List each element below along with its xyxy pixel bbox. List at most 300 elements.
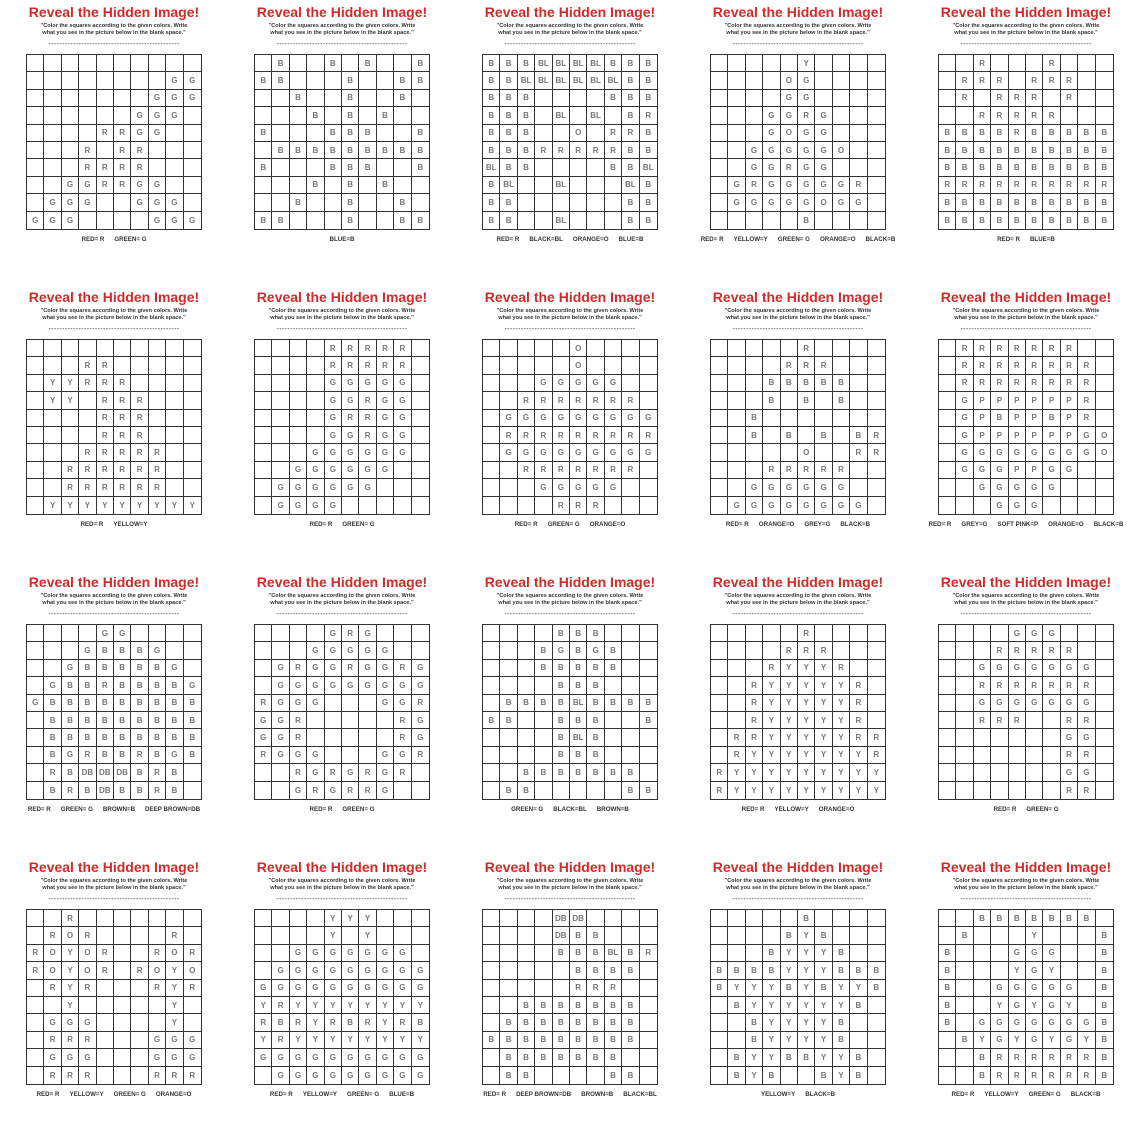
grid-cell: Y [815,997,832,1014]
legend-item: YELLOW=Y [302,1090,337,1098]
grid-cell [342,729,359,746]
grid-cell: G [1026,962,1043,979]
grid-cell [27,392,44,409]
grid-cell [483,677,500,694]
grid-cell: R [149,764,166,781]
grid-cell: R [974,177,991,194]
grid-cell [44,177,61,194]
grid-cell: B [483,72,500,89]
legend-item: BROWN=B [581,1090,614,1098]
grid-cell: R [1026,357,1043,374]
grid-cell [290,159,307,176]
grid-cell [587,357,604,374]
grid-cell [184,444,201,461]
grid-cell [711,997,728,1014]
grid-cell [255,927,272,944]
grid-cell: G [131,107,148,124]
grid-cell: G [815,107,832,124]
grid-cell [570,159,587,176]
grid-cell [535,159,552,176]
grid-cell: Y [815,695,832,712]
worksheet-title: Reveal the Hidden Image! [940,574,1112,590]
grid-cell [1043,927,1060,944]
grid-cell [763,910,780,927]
grid-cell: B [131,764,148,781]
color-legend [497,236,644,243]
grid-cell [44,625,61,642]
grid-cell [711,107,728,124]
grid-cell [868,375,885,392]
grid-cell [500,660,517,677]
grid-cell [622,980,639,997]
grid-cell: G [394,695,411,712]
grid-cell: O [44,962,61,979]
grid-cell: Y [833,997,850,1014]
grid-cell [974,962,991,979]
grid-cell [394,497,411,514]
grid-cell: B [131,712,148,729]
grid-cell [1043,764,1060,781]
grid-cell [833,427,850,444]
grid-cell: Y [166,1014,183,1031]
grid-cell [359,177,376,194]
grid-cell [290,427,307,444]
grid-cell: Y [833,747,850,764]
grid-cell [1096,497,1113,514]
grid-cell [500,357,517,374]
grid-cell: Y [798,1014,815,1031]
grid-cell [255,427,272,444]
grid-cell [781,410,798,427]
grid-cell [114,55,131,72]
grid-cell [272,90,289,107]
grid-cell: R [27,945,44,962]
grid-cell [483,497,500,514]
grid-cell [483,1014,500,1031]
grid-cell: BL [535,72,552,89]
grid-cell: Y [763,764,780,781]
grid-cell: R [1043,72,1060,89]
grid-cell [27,747,44,764]
grid-cell: B [622,194,639,211]
grid-cell [640,1049,657,1066]
grid-cell: BL [553,177,570,194]
grid-cell: B [500,159,517,176]
grid-cell: B [605,695,622,712]
grid-cell [325,747,342,764]
grid-cell [974,497,991,514]
grid-cell [307,159,324,176]
grid-cell: G [622,410,639,427]
grid-cell [290,375,307,392]
grid-cell: B [956,212,973,229]
grid-cell: R [815,462,832,479]
grid-cell [44,427,61,444]
grid-cell: R [1061,357,1078,374]
grid-cell: G [359,945,376,962]
grid-cell: B [850,997,867,1014]
grid-cell: G [500,410,517,427]
grid-cell: Y [412,997,429,1014]
grid-cell [518,677,535,694]
grid-cell: G [1078,1014,1095,1031]
grid-cell [518,910,535,927]
grid-cell: B [763,945,780,962]
grid-cell: B [553,712,570,729]
color-grid [26,909,202,1085]
grid-cell [939,107,956,124]
grid-cell: G [359,479,376,496]
grid-cell [27,410,44,427]
grid-cell: B [377,142,394,159]
grid-cell [815,212,832,229]
grid-cell: G [272,729,289,746]
grid-cell: B [114,747,131,764]
grid-cell [640,392,657,409]
grid-cell: R [833,660,850,677]
grid-cell: B [587,962,604,979]
grid-cell: G [587,375,604,392]
grid-cell: Y [798,764,815,781]
grid-cell [412,427,429,444]
grid-cell: R [1009,1049,1026,1066]
grid-cell [518,177,535,194]
grid-cell: R [535,427,552,444]
grid-cell: G [763,177,780,194]
grid-cell [833,159,850,176]
grid-cell [728,392,745,409]
grid-cell [587,194,604,211]
grid-cell: R [255,1014,272,1031]
grid-cell: B [956,142,973,159]
grid-cell: B [833,962,850,979]
grid-cell: G [359,962,376,979]
worksheet-card [684,570,912,855]
grid-cell: G [1026,1032,1043,1049]
color-legend [270,1091,414,1098]
grid-cell [518,980,535,997]
grid-cell [991,729,1008,746]
grid-cell: G [974,462,991,479]
grid-cell: Y [255,997,272,1014]
grid-cell: B [974,125,991,142]
grid-cell: B [570,747,587,764]
grid-cell: R [798,625,815,642]
worksheet-instructions: "Color the squares according to the given colors. Write what you see in the picture below in the blank space." [40,308,188,321]
grid-cell [500,462,517,479]
grid-cell: G [377,764,394,781]
grid-cell [62,107,79,124]
grid-cell: B [1043,142,1060,159]
grid-cell [711,910,728,927]
grid-cell: Y [1026,927,1043,944]
grid-cell: Y [1061,997,1078,1014]
grid-cell: G [640,444,657,461]
grid-cell: G [62,660,79,677]
grid-cell [27,479,44,496]
grid-cell [255,55,272,72]
grid-cell: G [570,410,587,427]
grid-cell: B [483,712,500,729]
grid-cell: Y [798,677,815,694]
grid-cell: R [640,945,657,962]
grid-cell: G [763,479,780,496]
grid-cell: B [991,159,1008,176]
grid-cell: Y [850,980,867,997]
grid-cell: B [412,1014,429,1031]
grid-cell [377,729,394,746]
grid-cell [500,927,517,944]
grid-cell: R [587,142,604,159]
grid-cell [149,340,166,357]
grid-cell: B [518,90,535,107]
grid-cell: B [587,1032,604,1049]
answer-blank-line: ------------------------------------------------ [504,896,636,903]
grid-cell [746,625,763,642]
grid-cell: R [44,1032,61,1049]
grid-cell: R [1061,712,1078,729]
grid-cell: R [868,444,885,461]
grid-cell: B [44,695,61,712]
legend-item: RED= R [741,805,765,813]
grid-cell [587,910,604,927]
grid-cell: B [79,660,96,677]
grid-cell [184,479,201,496]
grid-cell [166,125,183,142]
grid-cell [325,695,342,712]
grid-cell: R [1009,177,1026,194]
grid-cell: B [553,945,570,962]
grid-cell: G [1009,660,1026,677]
grid-cell: G [1061,660,1078,677]
grid-cell [500,962,517,979]
grid-cell: BL [605,945,622,962]
grid-cell [27,107,44,124]
grid-cell: G [307,1067,324,1084]
grid-cell [868,125,885,142]
grid-cell: B [553,1032,570,1049]
grid-cell [728,427,745,444]
grid-cell: G [377,747,394,764]
grid-cell [255,177,272,194]
grid-cell [1026,782,1043,799]
grid-cell [412,357,429,374]
grid-cell [1026,55,1043,72]
grid-cell [166,427,183,444]
grid-cell [27,1049,44,1066]
grid-cell: R [131,962,148,979]
grid-cell: BL [570,72,587,89]
grid-cell: G [518,410,535,427]
grid-cell: Y [763,747,780,764]
grid-cell: B [991,910,1008,927]
grid-cell: B [939,125,956,142]
grid-cell: G [605,444,622,461]
grid-cell: B [1096,980,1113,997]
grid-cell: G [1043,945,1060,962]
grid-cell [939,357,956,374]
legend-item: GREEN= G [113,1090,146,1098]
grid-cell: R [991,357,1008,374]
grid-cell [746,375,763,392]
grid-cell [781,625,798,642]
grid-cell [956,107,973,124]
grid-cell [27,1014,44,1031]
grid-cell: G [342,677,359,694]
color-grid [710,54,886,230]
grid-cell: G [149,177,166,194]
grid-cell: G [325,625,342,642]
color-grid [482,339,658,515]
grid-cell: R [570,497,587,514]
grid-cell: G [570,375,587,392]
grid-cell: G [1078,427,1095,444]
legend-item: GREEN= G [347,1090,380,1098]
grid-cell [991,782,1008,799]
grid-cell: R [97,159,114,176]
grid-cell: R [166,927,183,944]
grid-cell: B [1061,142,1078,159]
grid-cell [763,642,780,659]
grid-cell: G [833,194,850,211]
grid-cell: DB [570,910,587,927]
grid-cell [815,910,832,927]
grid-cell: R [131,392,148,409]
grid-cell: B [114,712,131,729]
grid-cell: R [27,962,44,979]
grid-cell: R [991,1067,1008,1084]
grid-cell: B [1043,212,1060,229]
grid-cell: G [746,159,763,176]
grid-cell [394,107,411,124]
grid-cell: G [974,479,991,496]
grid-cell [1078,107,1095,124]
grid-cell: G [307,660,324,677]
answer-blank-line: ------------------------------------------------ [732,611,864,618]
grid-cell: Y [815,962,832,979]
grid-cell [44,462,61,479]
grid-cell [272,427,289,444]
grid-cell [27,1067,44,1084]
grid-cell [62,427,79,444]
grid-cell: R [1043,375,1060,392]
grid-cell [535,677,552,694]
grid-cell [535,927,552,944]
grid-cell [412,340,429,357]
grid-cell [307,55,324,72]
grid-cell [622,910,639,927]
grid-cell: G [149,642,166,659]
grid-cell [939,677,956,694]
grid-cell [605,212,622,229]
grid-cell: R [1078,1049,1095,1066]
grid-cell: B [974,194,991,211]
grid-cell: B [622,997,639,1014]
grid-cell [27,55,44,72]
grid-cell [27,90,44,107]
grid-cell: G [781,90,798,107]
grid-cell: B [184,695,201,712]
grid-cell [939,660,956,677]
grid-cell: Y [873,785,879,795]
grid-cell: B [255,125,272,142]
grid-cell: G [255,1049,272,1066]
grid-cell [728,107,745,124]
grid-cell [79,392,96,409]
worksheet-title: Reveal the Hidden Image! [28,289,200,305]
legend-item: RED= R [993,805,1017,813]
grid-cell: Y [781,1014,798,1031]
grid-cell [622,1049,639,1066]
grid-cell [763,444,780,461]
grid-cell: G [798,194,815,211]
grid-cell: R [1078,392,1095,409]
grid-cell [553,90,570,107]
grid-cell [605,107,622,124]
grid-cell [746,642,763,659]
grid-cell: G [272,962,289,979]
grid-cell [483,764,500,781]
grid-cell: G [833,177,850,194]
grid-cell: R [359,764,376,781]
grid-cell [763,625,780,642]
grid-cell: Y [833,1067,850,1084]
grid-cell [377,55,394,72]
grid-cell: B [290,142,307,159]
grid-cell: R [131,479,148,496]
grid-cell [640,479,657,496]
grid-cell: G [325,410,342,427]
grid-cell [131,927,148,944]
grid-cell [939,729,956,746]
grid-cell [570,107,587,124]
grid-cell: B [1096,125,1113,142]
grid-cell: B [605,764,622,781]
grid-cell: R [956,357,973,374]
grid-cell: R [991,1049,1008,1066]
grid-cell [1061,927,1078,944]
grid-cell: B [850,427,867,444]
grid-cell: G [184,1032,201,1049]
grid-cell [956,910,973,927]
grid-cell [184,107,201,124]
legend-item: RED= R [496,235,520,243]
grid-cell [518,625,535,642]
grid-cell: BL [622,177,639,194]
grid-cell [44,55,61,72]
grid-cell [781,340,798,357]
grid-cell: R [1009,107,1026,124]
grid-cell: Y [149,497,166,514]
grid-cell [44,125,61,142]
grid-cell: P [1043,392,1060,409]
grid-cell [763,90,780,107]
grid-cell [711,159,728,176]
grid-cell [763,55,780,72]
grid-cell [27,340,44,357]
grid-cell [290,125,307,142]
grid-cell: R [325,357,342,374]
grid-cell [114,1049,131,1066]
grid-cell [850,910,867,927]
grid-cell: Y [833,1049,850,1066]
grid-cell: G [184,677,201,694]
worksheet-card [228,855,456,1140]
grid-cell: B [640,90,657,107]
legend-item: BLUE=B [1029,235,1055,243]
grid-cell: R [1026,375,1043,392]
grid-cell: Y [763,695,780,712]
